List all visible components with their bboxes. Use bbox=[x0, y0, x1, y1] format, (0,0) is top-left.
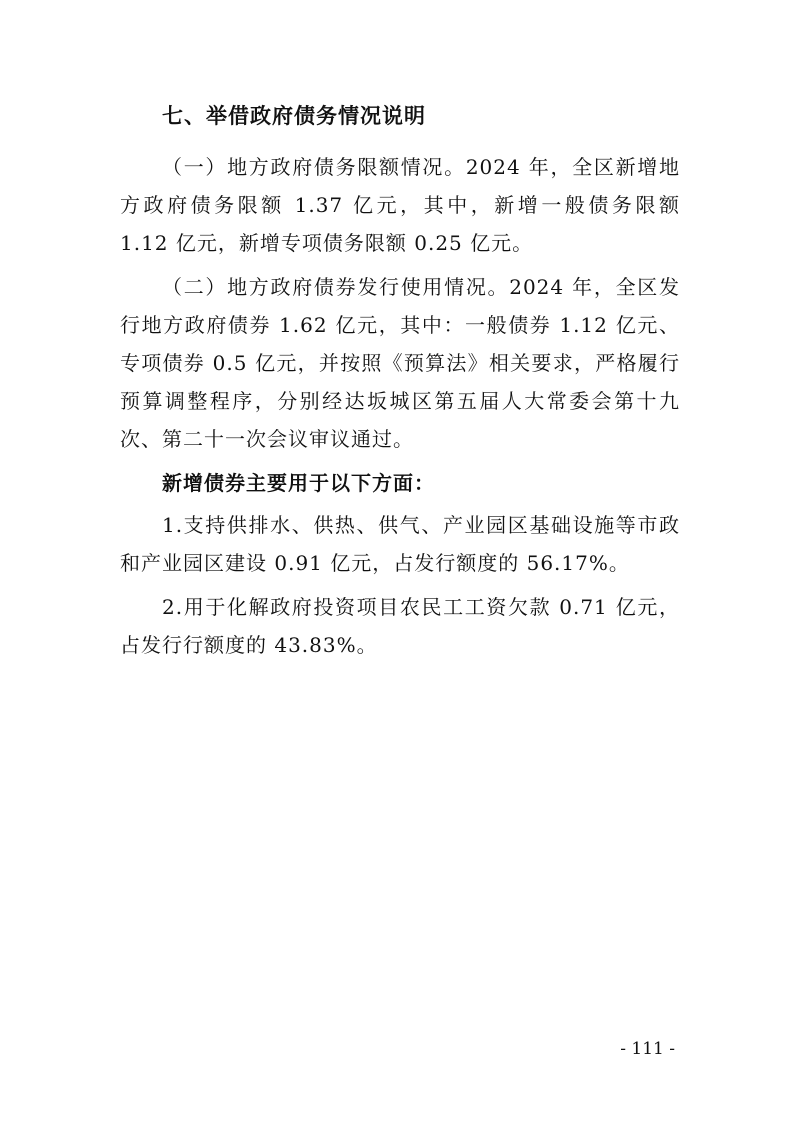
debt-limit-paragraph: （一）地方政府债务限额情况。2024 年，全区新增地方政府债务限额 1.37 亿元，其中，新增一般债务限额 1.12 亿元，新增专项债务限额 0.25 亿元。 bbox=[120, 155, 680, 255]
page-number: - 111 - bbox=[620, 1039, 675, 1059]
bond-issuance-paragraph: （二）地方政府债券发行使用情况。2024 年，全区发行地方政府债券 1.62 亿元，其中：一般债券 1.12 亿元、专项债券 0.5 亿元，并按照《预算法》相关要求，严格履行预算调整程序，分别经达坂城区第五届人大常委会第十九次、第二十一次会议审议通过。 bbox=[120, 275, 680, 451]
section-heading: 七、举借政府债务情况说明 bbox=[162, 103, 426, 128]
document-body bbox=[120, 96, 680, 670]
usage-item-1: 1.支持供排水、供热、供气、产业园区基础设施等市政和产业园区建设 0.91 亿元，占发行额度的 56.17%。 bbox=[120, 513, 680, 575]
usage-item-2: 2.用于化解政府投资项目农民工工资欠款 0.71 亿元，占发行行额度的 43.83%。 bbox=[120, 595, 680, 657]
usage-heading: 新增债券主要用于以下方面： bbox=[162, 471, 435, 495]
